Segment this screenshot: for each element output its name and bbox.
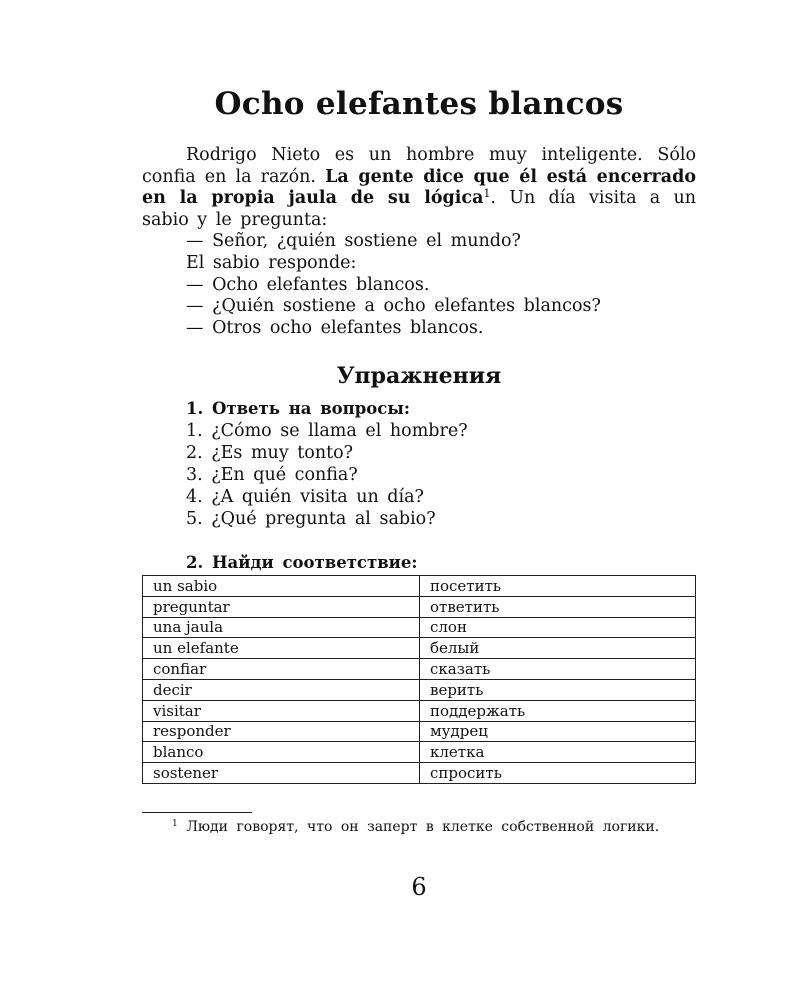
- exercise-1: [186, 398, 468, 530]
- spanish-word-cell: una jaula: [143, 617, 420, 638]
- russian-word-cell: клетка: [420, 742, 696, 763]
- table-row: [143, 742, 696, 763]
- dialogue-line: — Otros ocho elefantes blancos.: [186, 317, 484, 338]
- story-title: Ocho elefantes blancos: [214, 86, 624, 122]
- spanish-word-cell: blanco: [143, 742, 420, 763]
- spanish-word-cell: un elefante: [143, 638, 420, 659]
- question-list: [186, 420, 468, 530]
- table-row: [143, 700, 696, 721]
- footnote-reference: 1: [483, 187, 491, 201]
- story-paragraph: [142, 145, 696, 231]
- question-item: 2. ¿Es muy tonto?: [186, 443, 354, 463]
- dialogue-line: — Ocho elefantes blancos.: [186, 274, 430, 295]
- spanish-word-cell: responder: [143, 721, 420, 742]
- table-row: [143, 617, 696, 638]
- story-paragraph-end: . Un día visita a un sabio y le pregunta:: [142, 188, 696, 230]
- spanish-word-cell: sostener: [143, 763, 420, 784]
- footnote: [142, 818, 696, 837]
- russian-word-cell: спросить: [420, 763, 696, 784]
- russian-word-cell: верить: [420, 679, 696, 700]
- russian-word-cell: сказать: [420, 659, 696, 680]
- footnote-divider: [142, 812, 252, 813]
- story-paragraph-bold: La gente dice que él está encerrado en la propia jaula de su lógica: [142, 166, 697, 209]
- question-item: 4. ¿A quién visita un día?: [186, 487, 424, 507]
- table-row: [143, 638, 696, 659]
- russian-word-cell: мудрец: [420, 721, 696, 742]
- spanish-word-cell: decir: [143, 679, 420, 700]
- footnote-mark: 1: [172, 819, 178, 829]
- russian-word-cell: поддержать: [420, 700, 696, 721]
- russian-word-cell: посетить: [420, 576, 696, 597]
- exercise-2-title: 2. Найди соответствие:: [186, 553, 418, 572]
- story-paragraph-start: Rodrigo Nieto es un hombre muy inteligente. Sólo confia en la razón.: [142, 145, 696, 187]
- russian-word-cell: белый: [420, 638, 696, 659]
- question-item: 5. ¿Qué pregunta al sabio?: [186, 509, 436, 529]
- spanish-word-cell: preguntar: [143, 596, 420, 617]
- matching-table: [142, 575, 696, 784]
- exercise-1-title: 1. Ответь на вопросы:: [186, 399, 410, 418]
- dialogue-line: — ¿Quién sostiene a ocho elefantes blancos?: [186, 296, 601, 317]
- exercises-heading: Упражнения: [336, 363, 502, 389]
- dialogue-line: El sabio responde:: [186, 252, 357, 273]
- spanish-word-cell: confiar: [143, 659, 420, 680]
- story-text: [142, 145, 696, 339]
- dialogue-line: — Señor, ¿quién sostiene el mundo?: [186, 231, 521, 252]
- table-row: [143, 763, 696, 784]
- question-item: 1. ¿Cómo se llama el hombre?: [186, 421, 468, 441]
- table-row: [143, 721, 696, 742]
- question-item: 3. ¿En qué confia?: [186, 465, 358, 485]
- page-number: 6: [411, 873, 427, 901]
- russian-word-cell: слон: [420, 617, 696, 638]
- table-row: [143, 576, 696, 597]
- spanish-word-cell: un sabio: [143, 576, 420, 597]
- table-row: [143, 596, 696, 617]
- russian-word-cell: ответить: [420, 596, 696, 617]
- table-row: [143, 679, 696, 700]
- spanish-word-cell: visitar: [143, 700, 420, 721]
- table-row: [143, 659, 696, 680]
- footnote-text: Люди говорят, что он заперт в клетке собственной логики.: [186, 819, 660, 835]
